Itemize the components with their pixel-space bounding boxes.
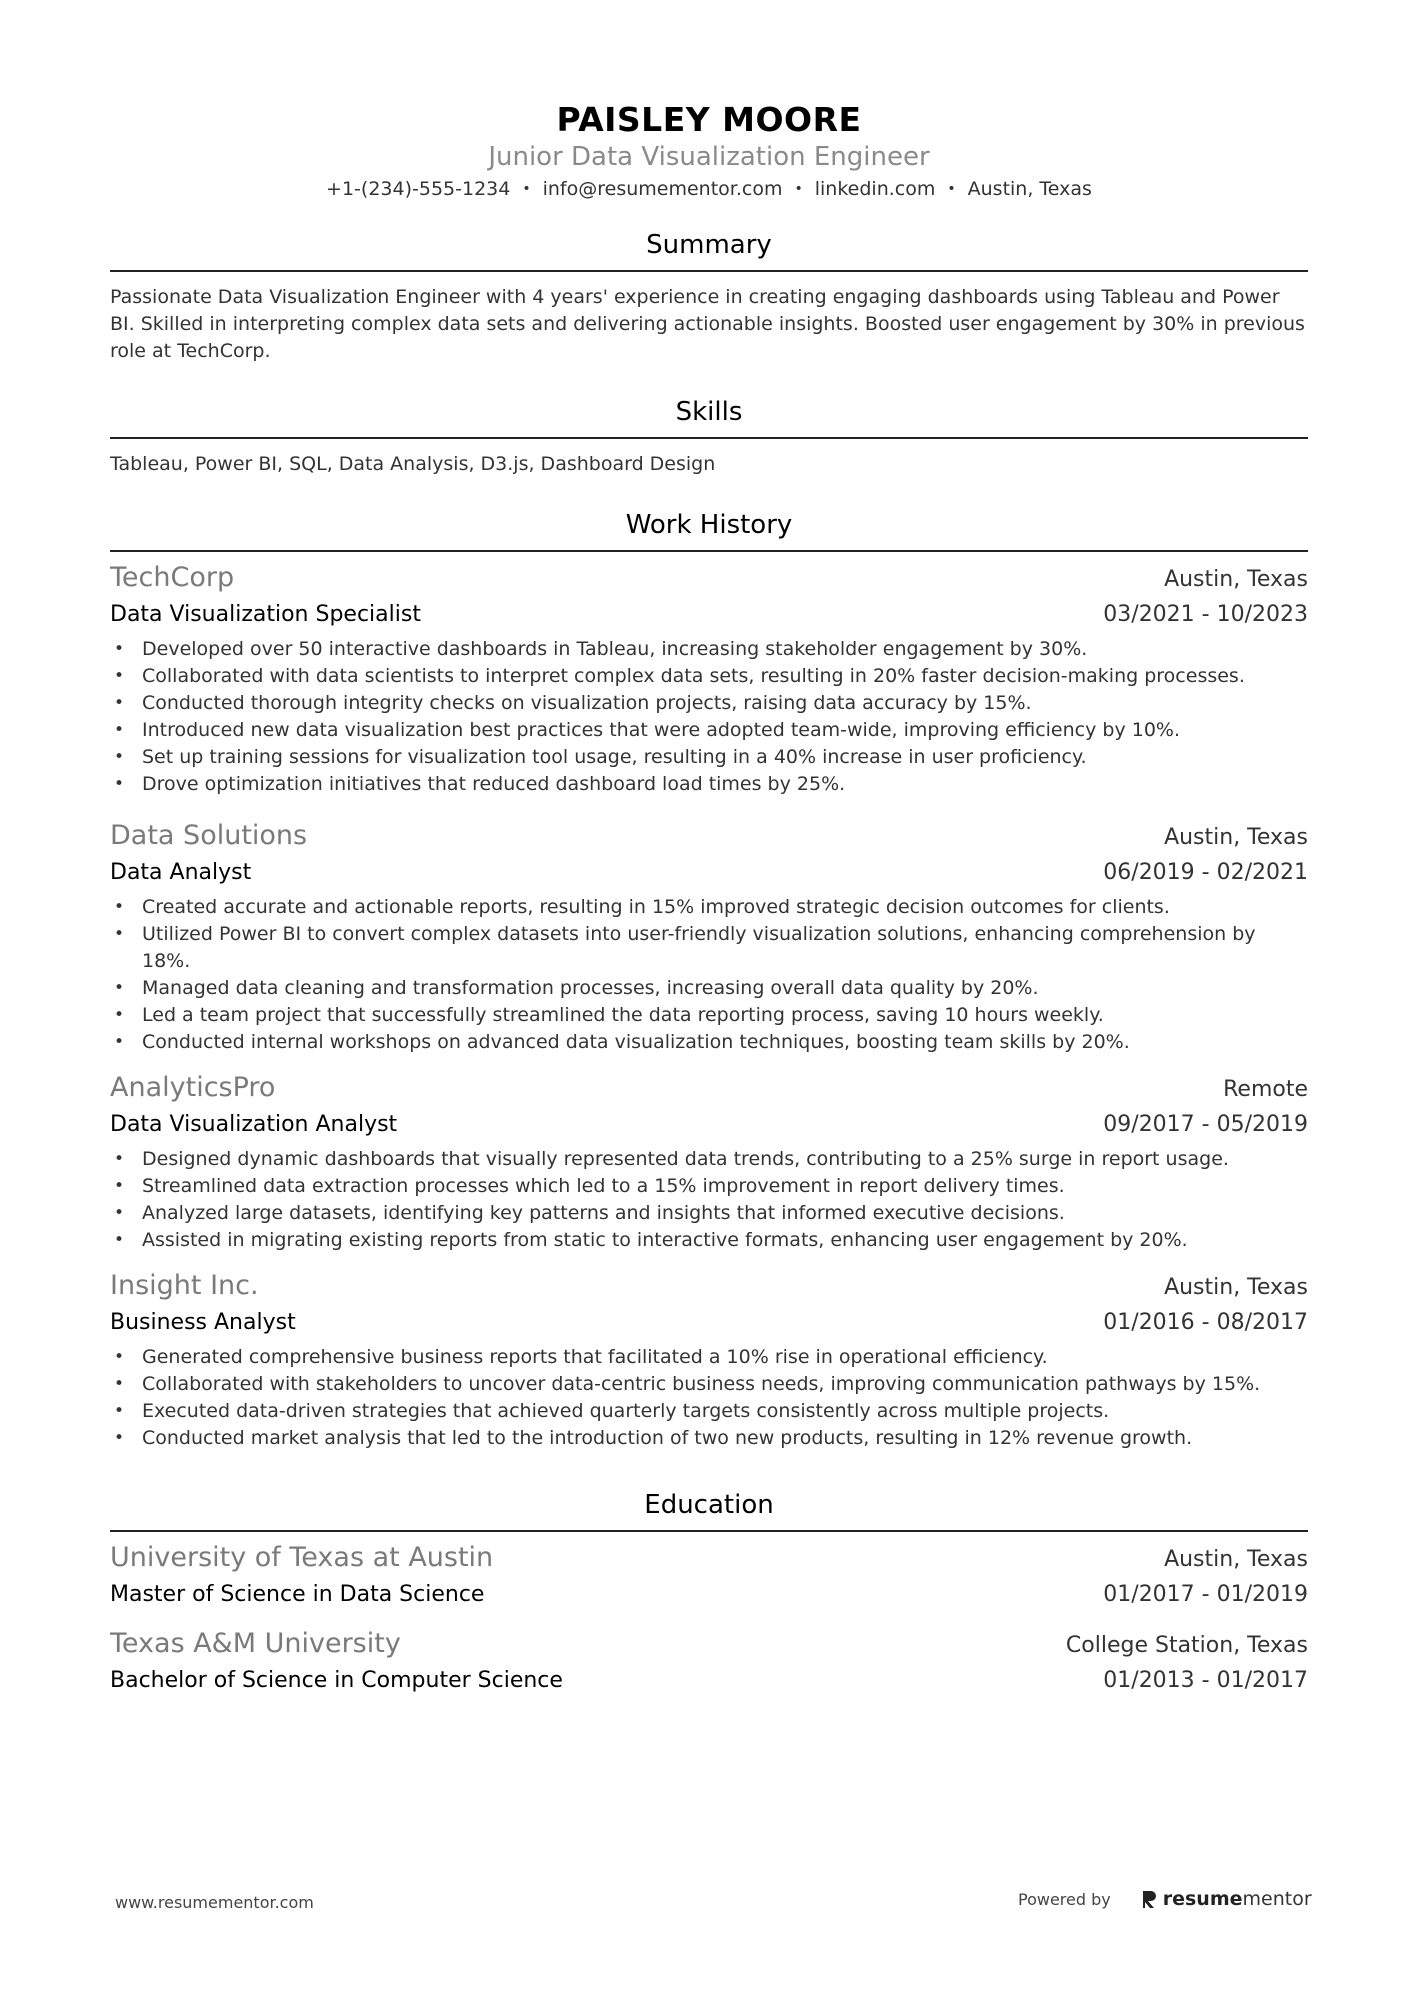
resumementor-logo[interactable] <box>1141 1888 1312 1910</box>
school-name: University of Texas at Austin <box>110 1542 494 1573</box>
resume-header <box>110 0 1308 204</box>
bullet-item: • Designed dynamic dashboards that visually represented data trends, contributing to a 25% surge in report usage. <box>110 1146 1308 1173</box>
bullet-item: • Streamlined data extraction processes which led to a 15% improvement in report delivery times. <box>110 1173 1308 1200</box>
job-bullets <box>110 636 1308 798</box>
bullet-item: • Collaborated with stakeholders to uncover data-centric business needs, improving communication pathways by 15%. <box>110 1371 1308 1398</box>
skills-text: Tableau, Power BI, SQL, Data Analysis, D3.js, Dashboard Design <box>110 453 716 475</box>
school-name: Texas A&M University <box>110 1628 401 1659</box>
education-entry <box>110 1540 1308 1612</box>
job-location: Austin, Texas <box>1164 825 1308 850</box>
summary-text: Passionate Data Visualization Engineer with 4 years' experience in creating engaging dashboards using Tableau and Power BI. Skilled in interpreting complex data sets and delivering actionable insights. Boosted user engagement by 30% in previous role at TechCorp. <box>110 286 1305 362</box>
location-text: Austin, Texas <box>967 178 1092 200</box>
job-company: Insight Inc. <box>110 1270 259 1301</box>
candidate-title: Junior Data Visualization Engineer <box>488 142 930 172</box>
summary-heading: Summary <box>110 228 1308 272</box>
work-history-section <box>110 508 1308 1452</box>
bullet-item: • Conducted thorough integrity checks on visualization projects, raising data accuracy by 15%. <box>110 690 1308 717</box>
brand-light-text: mentor <box>1242 1888 1312 1910</box>
bullet-item: • Drove optimization initiatives that reduced dashboard load times by 25%. <box>110 771 1308 798</box>
brand-bold-text: resume <box>1162 1888 1243 1910</box>
job-company: TechCorp <box>110 562 235 593</box>
job-dates: 03/2021 - 10/2023 <box>1103 602 1308 627</box>
skills-heading: Skills <box>110 395 1308 439</box>
school-location: College Station, Texas <box>1065 1633 1308 1658</box>
job-location: Austin, Texas <box>1164 1275 1308 1300</box>
bullet-item: • Set up training sessions for visualization tool usage, resulting in a 40% increase in user proficiency. <box>110 744 1308 771</box>
school-location: Austin, Texas <box>1164 1547 1308 1572</box>
footer-branding <box>1018 1888 1312 1910</box>
education-dates: 01/2013 - 01/2017 <box>1103 1668 1308 1693</box>
job-bullets <box>110 1344 1308 1452</box>
job-location: Austin, Texas <box>1164 567 1308 592</box>
education-heading: Education <box>110 1488 1308 1532</box>
separator-dot: • <box>794 181 803 197</box>
job-location: Remote <box>1223 1077 1308 1102</box>
skills-section <box>110 395 1308 478</box>
work-history-heading: Work History <box>110 508 1308 552</box>
job-dates: 09/2017 - 05/2019 <box>1103 1112 1308 1137</box>
job-company: Data Solutions <box>110 820 308 851</box>
degree-name: Master of Science in Data Science <box>110 1582 485 1607</box>
bullet-item: • Conducted internal workshops on advanced data visualization techniques, boosting team skills by 20%. <box>110 1029 1308 1056</box>
job-dates: 01/2016 - 08/2017 <box>1103 1310 1308 1335</box>
job-role: Data Visualization Specialist <box>110 602 421 627</box>
separator-dot: • <box>522 181 531 197</box>
bullet-item: • Generated comprehensive business reports that facilitated a 10% rise in operational efficiency. <box>110 1344 1308 1371</box>
job-entry <box>110 818 1308 1056</box>
bullet-item: • Executed data-driven strategies that achieved quarterly targets consistently across multiple projects. <box>110 1398 1308 1425</box>
education-section <box>110 1488 1308 1698</box>
phone-text: +1-(234)-555-1234 <box>326 178 511 200</box>
job-entry <box>110 1268 1308 1452</box>
summary-section <box>110 228 1308 365</box>
bullet-item: • Created accurate and actionable reports, resulting in 15% improved strategic decision outcomes for clients. <box>110 894 1308 921</box>
education-dates: 01/2017 - 01/2019 <box>1103 1582 1308 1607</box>
bullet-item: • Assisted in migrating existing reports from static to interactive formats, enhancing user engagement by 20%. <box>110 1227 1308 1254</box>
contact-line <box>110 174 1308 204</box>
job-dates: 06/2019 - 02/2021 <box>1103 860 1308 885</box>
separator-dot: • <box>947 181 956 197</box>
footer-website[interactable]: www.resumementor.com <box>115 1893 314 1912</box>
job-company: AnalyticsPro <box>110 1072 276 1103</box>
education-entry <box>110 1626 1308 1698</box>
job-role: Data Visualization Analyst <box>110 1112 398 1137</box>
job-bullets <box>110 894 1308 1056</box>
powered-by-text: Powered by <box>1018 1889 1111 1909</box>
email-text: info@resumementor.com <box>542 178 783 200</box>
bullet-item: • Developed over 50 interactive dashboards in Tableau, increasing stakeholder engagement by 30%. <box>110 636 1308 663</box>
bullet-item: • Utilized Power BI to convert complex datasets into user-friendly visualization solutions, enhancing comprehension by 18%. <box>110 921 1308 975</box>
job-entry <box>110 1070 1308 1254</box>
candidate-name: PAISLEY MOORE <box>556 100 862 139</box>
degree-name: Bachelor of Science in Computer Science <box>110 1668 563 1693</box>
bullet-item: • Introduced new data visualization best practices that were adopted team-wide, improving efficiency by 10%. <box>110 717 1308 744</box>
job-role: Data Analyst <box>110 860 252 885</box>
linkedin-text: linkedin.com <box>814 178 936 200</box>
job-role: Business Analyst <box>110 1310 296 1335</box>
bullet-item: • Led a team project that successfully streamlined the data reporting process, saving 10 hours weekly. <box>110 1002 1308 1029</box>
resumementor-logo-icon <box>1141 1889 1157 1909</box>
bullet-item: • Analyzed large datasets, identifying key patterns and insights that informed executive decisions. <box>110 1200 1308 1227</box>
job-bullets <box>110 1146 1308 1254</box>
bullet-item: • Collaborated with data scientists to interpret complex data sets, resulting in 20% faster decision-making processes. <box>110 663 1308 690</box>
bullet-item: • Conducted market analysis that led to the introduction of two new products, resulting in 12% revenue growth. <box>110 1425 1308 1452</box>
resume-content <box>110 0 1308 1698</box>
bullet-item: • Managed data cleaning and transformation processes, increasing overall data quality by 20%. <box>110 975 1308 1002</box>
job-entry <box>110 560 1308 798</box>
